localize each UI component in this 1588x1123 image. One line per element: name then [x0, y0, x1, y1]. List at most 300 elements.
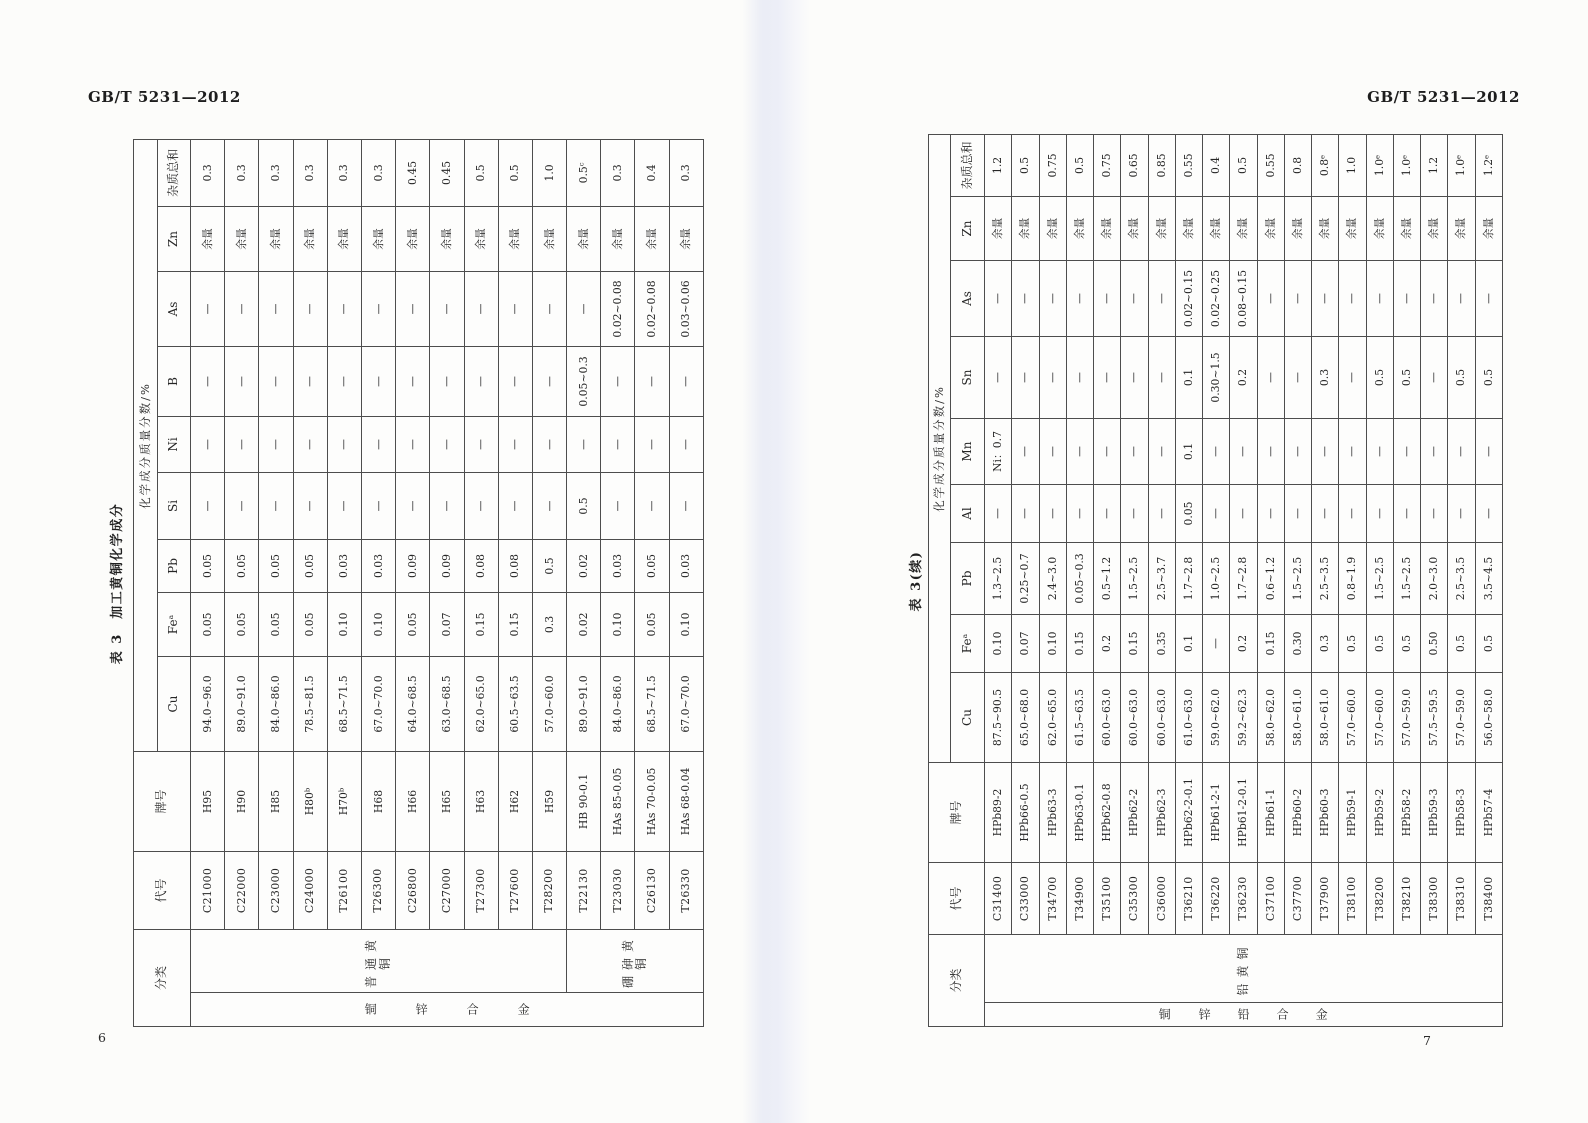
value-cell: 87.5~90.5 — [985, 672, 1012, 762]
value-cell: — — [259, 416, 293, 472]
composition-header-cell: 化学成分质量分数/% — [134, 139, 158, 751]
value-cell: 余量 — [1284, 196, 1311, 260]
value-cell: 89.0~91.0 — [567, 656, 601, 751]
element-header-cell: 杂质总和 — [951, 134, 985, 196]
value-cell: 0.5 — [1448, 336, 1475, 418]
value-cell: 0.02~0.08 — [601, 271, 635, 346]
value-cell: 余量 — [259, 206, 293, 271]
alloy-row — [1284, 134, 1311, 1026]
value-cell: 0.08 — [464, 539, 498, 592]
value-cell: — — [1094, 418, 1121, 484]
value-cell: — — [985, 336, 1012, 418]
value-cell: 1.2 — [985, 134, 1012, 196]
value-cell: 0.15 — [498, 592, 532, 656]
value-cell: — — [1393, 484, 1420, 542]
code-cell: T28200 — [532, 851, 566, 929]
value-cell: — — [1421, 484, 1448, 542]
value-cell: 0.55 — [1175, 134, 1202, 196]
code-cell: T36230 — [1230, 862, 1257, 934]
value-cell: 余量 — [1421, 196, 1448, 260]
value-cell: — — [1312, 484, 1339, 542]
value-cell: 余量 — [635, 206, 669, 271]
value-cell: 0.08~0.15 — [1230, 260, 1257, 336]
value-cell: 0.05 — [225, 592, 259, 656]
element-header-cell: Pb — [951, 542, 985, 614]
grade-cell: HPb58-2 — [1393, 762, 1420, 862]
running-head-right: GB/T 5231—2012 — [1367, 88, 1520, 106]
value-cell: 余量 — [1257, 196, 1284, 260]
element-header-cell: Zn — [951, 196, 985, 260]
alloy-row — [1148, 134, 1175, 1026]
value-cell: 0.8ᵉ — [1312, 134, 1339, 196]
value-cell: 0.15 — [1257, 614, 1284, 672]
grade-cell: H66 — [396, 751, 430, 851]
value-cell: 67.0~70.0 — [669, 656, 703, 751]
value-cell: 0.3 — [259, 139, 293, 206]
code-cell: T38310 — [1448, 862, 1475, 934]
value-cell: — — [1312, 260, 1339, 336]
family-char: 铜 — [364, 1001, 377, 1016]
value-cell: — — [293, 416, 327, 472]
code-cell: C26130 — [635, 851, 669, 929]
value-cell: — — [1203, 418, 1230, 484]
value-cell: — — [327, 346, 361, 416]
alloy-row — [498, 139, 532, 1026]
value-cell: 0.09 — [396, 539, 430, 592]
value-cell: — — [1448, 484, 1475, 542]
code-cell: C23000 — [259, 851, 293, 929]
value-cell: 0.10 — [1039, 614, 1066, 672]
value-cell: 0.02 — [567, 592, 601, 656]
value-cell: 0.5 — [1012, 134, 1039, 196]
value-cell: — — [1230, 484, 1257, 542]
value-cell: 56.0~58.0 — [1475, 672, 1502, 762]
code-cell: T38100 — [1339, 862, 1366, 934]
grade-cell: H68 — [361, 751, 395, 851]
value-cell: 0.75 — [1039, 134, 1066, 196]
value-cell: 0.05 — [191, 539, 225, 592]
value-cell: — — [985, 484, 1012, 542]
value-cell: — — [430, 271, 464, 346]
value-cell: 0.5 — [464, 139, 498, 206]
element-header-cell: Feᵃ — [158, 592, 191, 656]
value-cell: — — [464, 472, 498, 539]
value-cell: — — [1203, 484, 1230, 542]
value-cell: 58.0~61.0 — [1312, 672, 1339, 762]
value-cell: 0.05 — [191, 592, 225, 656]
value-cell: 0.03 — [327, 539, 361, 592]
value-cell: 0.2 — [1230, 336, 1257, 418]
value-cell: 0.05 — [1175, 484, 1202, 542]
value-cell: 0.25~0.7 — [1012, 542, 1039, 614]
value-cell: 57.0~59.0 — [1448, 672, 1475, 762]
value-cell: 57.0~60.0 — [1366, 672, 1393, 762]
value-cell: — — [1230, 418, 1257, 484]
grade-cell: HPb62-2-0.1 — [1175, 762, 1202, 862]
grade-cell: HPb89-2 — [985, 762, 1012, 862]
alloy-row — [1475, 134, 1502, 1026]
alloy-row — [1257, 134, 1284, 1026]
grade-cell: HPb61-2-0.1 — [1230, 762, 1257, 862]
code-cell: T26330 — [669, 851, 703, 929]
code-cell: C26800 — [396, 851, 430, 929]
value-cell: — — [1066, 260, 1093, 336]
value-cell: 0.05 — [396, 592, 430, 656]
code-cell: T27600 — [498, 851, 532, 929]
value-cell: 0.03 — [669, 539, 703, 592]
grade-cell: HAs 85-0.05 — [601, 751, 635, 851]
family-char: 金 — [517, 1001, 530, 1016]
value-cell: 余量 — [327, 206, 361, 271]
value-cell: 89.0~91.0 — [225, 656, 259, 751]
value-cell: — — [635, 472, 669, 539]
value-cell: 0.05 — [293, 539, 327, 592]
value-cell: — — [1094, 260, 1121, 336]
value-cell: 59.0~62.0 — [1203, 672, 1230, 762]
value-cell: — — [396, 416, 430, 472]
value-cell: 60.5~63.5 — [498, 656, 532, 751]
value-cell: — — [498, 472, 532, 539]
value-cell: 余量 — [1230, 196, 1257, 260]
family-char: 合 — [466, 1001, 479, 1016]
value-cell: 68.5~71.5 — [327, 656, 361, 751]
code-cell: T34900 — [1066, 862, 1093, 934]
value-cell: — — [1039, 484, 1066, 542]
value-cell: 0.15 — [464, 592, 498, 656]
grade-cell: HPb63-3 — [1039, 762, 1066, 862]
value-cell: — — [191, 472, 225, 539]
value-cell: — — [327, 416, 361, 472]
family-char: 锌 — [1198, 1006, 1211, 1021]
value-cell: 0.5 — [1475, 336, 1502, 418]
element-header-cell: As — [158, 271, 191, 346]
element-header-cell: B — [158, 346, 191, 416]
value-cell: 余量 — [191, 206, 225, 271]
value-cell: 0.2 — [1230, 614, 1257, 672]
value-cell: — — [1039, 418, 1066, 484]
value-cell: — — [532, 346, 566, 416]
value-cell: 余量 — [464, 206, 498, 271]
value-cell: 57.0~60.0 — [1339, 672, 1366, 762]
value-cell: — — [1066, 336, 1093, 418]
alloy-row — [430, 139, 464, 1026]
value-cell: 余量 — [1094, 196, 1121, 260]
value-cell: 0.5 — [1448, 614, 1475, 672]
grade-cell: H80ᵇ — [293, 751, 327, 851]
value-cell: — — [396, 346, 430, 416]
value-cell: — — [567, 271, 601, 346]
value-cell: 94.0~96.0 — [191, 656, 225, 751]
value-cell: — — [669, 472, 703, 539]
alloy-row — [259, 139, 293, 1026]
alloy-row — [1175, 134, 1202, 1026]
value-cell: 57.0~60.0 — [532, 656, 566, 751]
alloy-row — [1012, 134, 1039, 1026]
value-cell: — — [259, 271, 293, 346]
table-title-left: 表 3 加工黄铜化学成分 — [110, 502, 125, 665]
code-cell: T37900 — [1312, 862, 1339, 934]
classification-header-cell: 分类 — [134, 929, 191, 1026]
value-cell: — — [1094, 336, 1121, 418]
value-cell: 0.10 — [361, 592, 395, 656]
value-cell: — — [1121, 418, 1148, 484]
code-cell: C27000 — [430, 851, 464, 929]
value-cell: — — [1448, 260, 1475, 336]
value-cell: — — [1339, 418, 1366, 484]
element-header-cell: Cu — [158, 656, 191, 751]
grade-cell: HPb62-2 — [1121, 762, 1148, 862]
value-cell: — — [1421, 336, 1448, 418]
alloy-row — [191, 139, 225, 1026]
page-fold-shadow — [742, 0, 810, 1123]
value-cell: — — [1366, 418, 1393, 484]
value-cell: 1.0~2.5 — [1203, 542, 1230, 614]
composition-header-cell: 化学成分质量分数/% — [929, 134, 951, 762]
value-cell: 2.4~3.0 — [1039, 542, 1066, 614]
value-cell: 1.0ᵉ — [1393, 134, 1420, 196]
value-cell: — — [1284, 260, 1311, 336]
value-cell: 62.0~65.0 — [464, 656, 498, 751]
value-cell: — — [1012, 418, 1039, 484]
value-cell: 0.03 — [361, 539, 395, 592]
value-cell: 0.5 — [532, 539, 566, 592]
value-cell: — — [532, 271, 566, 346]
value-cell: 0.05~0.3 — [567, 346, 601, 416]
value-cell: 0.85 — [1148, 134, 1175, 196]
grade-cell: HPb66-0.5 — [1012, 762, 1039, 862]
value-cell: 余量 — [567, 206, 601, 271]
element-header-cell: Cu — [951, 672, 985, 762]
grade-cell: H90 — [225, 751, 259, 851]
value-cell: 0.2 — [1094, 614, 1121, 672]
value-cell: — — [532, 416, 566, 472]
alloy-row — [1230, 134, 1257, 1026]
grade-cell: HPb61-1 — [1257, 762, 1284, 862]
value-cell: — — [1421, 260, 1448, 336]
value-cell: 余量 — [1121, 196, 1148, 260]
value-cell: 60.0~63.0 — [1094, 672, 1121, 762]
value-cell: 58.0~61.0 — [1284, 672, 1311, 762]
code-cell: C37700 — [1284, 862, 1311, 934]
alloy-row — [464, 139, 498, 1026]
value-cell: 0.15 — [1121, 614, 1148, 672]
value-cell: 0.15 — [1066, 614, 1093, 672]
value-cell: 0.10 — [985, 614, 1012, 672]
alloy-row — [293, 139, 327, 1026]
value-cell: — — [1366, 260, 1393, 336]
code-cell: C35300 — [1121, 862, 1148, 934]
value-cell: 余量 — [1039, 196, 1066, 260]
value-cell: — — [225, 271, 259, 346]
value-cell: 60.0~63.0 — [1121, 672, 1148, 762]
value-cell: — — [1121, 260, 1148, 336]
value-cell: — — [1148, 336, 1175, 418]
value-cell: 62.0~65.0 — [1039, 672, 1066, 762]
value-cell: 0.5 — [1066, 134, 1093, 196]
value-cell: 60.0~63.0 — [1148, 672, 1175, 762]
value-cell: 余量 — [1312, 196, 1339, 260]
value-cell: — — [1339, 260, 1366, 336]
value-cell: 58.0~62.0 — [1257, 672, 1284, 762]
value-cell: — — [464, 271, 498, 346]
value-cell: — — [327, 271, 361, 346]
value-cell: 0.5 — [1393, 336, 1420, 418]
value-cell: 0.3 — [293, 139, 327, 206]
value-cell: 2.5~3.7 — [1148, 542, 1175, 614]
value-cell: 1.5~2.5 — [1366, 542, 1393, 614]
grade-cell: HPb59-3 — [1421, 762, 1448, 862]
value-cell: — — [601, 346, 635, 416]
value-cell: 57.5~59.5 — [1421, 672, 1448, 762]
classification-header-cell: 分类 — [929, 934, 985, 1026]
value-cell: — — [1393, 418, 1420, 484]
code-header-cell: 代号 — [929, 862, 985, 934]
value-cell: — — [498, 271, 532, 346]
alloy-row — [1066, 134, 1093, 1026]
value-cell: 64.0~68.5 — [396, 656, 430, 751]
code-cell: C24000 — [293, 851, 327, 929]
element-header-cell: Ni — [158, 416, 191, 472]
value-cell: — — [191, 416, 225, 472]
value-cell: 1.5~2.5 — [1121, 542, 1148, 614]
value-cell: 0.30~1.5 — [1203, 336, 1230, 418]
value-cell: 1.7~2.8 — [1175, 542, 1202, 614]
value-cell: — — [259, 346, 293, 416]
value-cell: 0.3 — [361, 139, 395, 206]
left-page-table-region — [98, 140, 703, 1027]
alloy-row — [985, 134, 1012, 1026]
value-cell: — — [1284, 418, 1311, 484]
value-cell: — — [985, 260, 1012, 336]
value-cell: 余量 — [225, 206, 259, 271]
code-cell: T36210 — [1175, 862, 1202, 934]
grade-cell: HPb62-0.8 — [1094, 762, 1121, 862]
value-cell: 0.05~0.3 — [1066, 542, 1093, 614]
grade-cell: HB 90-0.1 — [567, 751, 601, 851]
alloy-row — [396, 139, 430, 1026]
code-cell: T36220 — [1203, 862, 1230, 934]
value-cell: — — [1312, 418, 1339, 484]
value-cell: 2.5~3.5 — [1312, 542, 1339, 614]
value-cell: — — [532, 472, 566, 539]
value-cell: 0.1 — [1175, 614, 1202, 672]
value-cell: 0.05 — [635, 539, 669, 592]
value-cell: 61.5~63.5 — [1066, 672, 1093, 762]
grade-cell: H63 — [464, 751, 498, 851]
value-cell: — — [1148, 418, 1175, 484]
value-cell: — — [361, 472, 395, 539]
value-cell: — — [1039, 260, 1066, 336]
alloy-row — [225, 139, 259, 1026]
value-cell: 0.5 — [1230, 134, 1257, 196]
value-cell: 63.0~68.5 — [430, 656, 464, 751]
value-cell: 3.5~4.5 — [1475, 542, 1502, 614]
value-cell: 余量 — [1148, 196, 1175, 260]
value-cell: 0.03 — [601, 539, 635, 592]
value-cell: 0.3 — [191, 139, 225, 206]
value-cell: 0.05 — [635, 592, 669, 656]
grade-cell: HAs 68-0.04 — [669, 751, 703, 851]
value-cell: — — [1448, 418, 1475, 484]
family-char: 合 — [1276, 1006, 1289, 1021]
value-cell: — — [1475, 418, 1502, 484]
element-header-cell: 杂质总和 — [158, 139, 191, 206]
value-cell: 0.5ᶜ — [567, 139, 601, 206]
value-cell: 0.5 — [498, 139, 532, 206]
alloy-row — [1312, 134, 1339, 1026]
running-head-left: GB/T 5231—2012 — [88, 88, 241, 106]
classification-group-cell: 铅黄铜 — [985, 934, 1503, 1002]
grade-cell: H65 — [430, 751, 464, 851]
element-header-cell: Al — [951, 484, 985, 542]
value-cell: — — [1121, 484, 1148, 542]
value-cell: 59.2~62.3 — [1230, 672, 1257, 762]
element-header-cell: Feᵃ — [951, 614, 985, 672]
value-cell: 0.05 — [225, 539, 259, 592]
value-cell: — — [1039, 336, 1066, 418]
value-cell: 0.3 — [601, 139, 635, 206]
value-cell: — — [1257, 484, 1284, 542]
value-cell: — — [1475, 260, 1502, 336]
grade-cell: HPb63-0.1 — [1066, 762, 1093, 862]
alloy-row — [1039, 134, 1066, 1026]
classification-group-cell: 普通黄铜 — [191, 929, 567, 992]
value-cell: 1.0ᵉ — [1366, 134, 1393, 196]
code-cell: T38200 — [1366, 862, 1393, 934]
code-cell: C36000 — [1148, 862, 1175, 934]
value-cell: 余量 — [1175, 196, 1202, 260]
grade-cell: H70ᵇ — [327, 751, 361, 851]
alloy-row — [635, 139, 669, 1026]
alloy-row — [327, 139, 361, 1026]
value-cell: 余量 — [498, 206, 532, 271]
value-cell: — — [1284, 336, 1311, 418]
alloy-row — [361, 139, 395, 1026]
alloy-row — [567, 139, 601, 1026]
value-cell: 余量 — [361, 206, 395, 271]
value-cell: — — [1257, 418, 1284, 484]
value-cell: 1.0ᵉ — [1448, 134, 1475, 196]
value-cell: — — [498, 416, 532, 472]
element-header-cell: Sn — [951, 336, 985, 418]
value-cell: 0.10 — [327, 592, 361, 656]
grade-cell: HAs 70-0.05 — [635, 751, 669, 851]
code-cell: T38300 — [1421, 862, 1448, 934]
value-cell: — — [567, 416, 601, 472]
value-cell: 余量 — [1066, 196, 1093, 260]
element-header-cell: Pb — [158, 539, 191, 592]
value-cell: 0.55 — [1257, 134, 1284, 196]
value-cell: 0.5 — [1366, 336, 1393, 418]
grade-cell: HPb59-2 — [1366, 762, 1393, 862]
value-cell: — — [464, 416, 498, 472]
value-cell: 0.5 — [1393, 614, 1420, 672]
element-header-cell: Si — [158, 472, 191, 539]
alloy-row — [1094, 134, 1121, 1026]
code-cell: T38400 — [1475, 862, 1502, 934]
value-cell: — — [1421, 418, 1448, 484]
value-cell: 0.3 — [225, 139, 259, 206]
value-cell: 0.35 — [1148, 614, 1175, 672]
value-cell: — — [430, 346, 464, 416]
value-cell: 0.3 — [669, 139, 703, 206]
value-cell: — — [1393, 260, 1420, 336]
family-char: 锌 — [415, 1001, 428, 1016]
value-cell: 余量 — [1475, 196, 1502, 260]
value-cell: — — [361, 416, 395, 472]
alloy-row — [1203, 134, 1230, 1026]
value-cell: 0.75 — [1094, 134, 1121, 196]
